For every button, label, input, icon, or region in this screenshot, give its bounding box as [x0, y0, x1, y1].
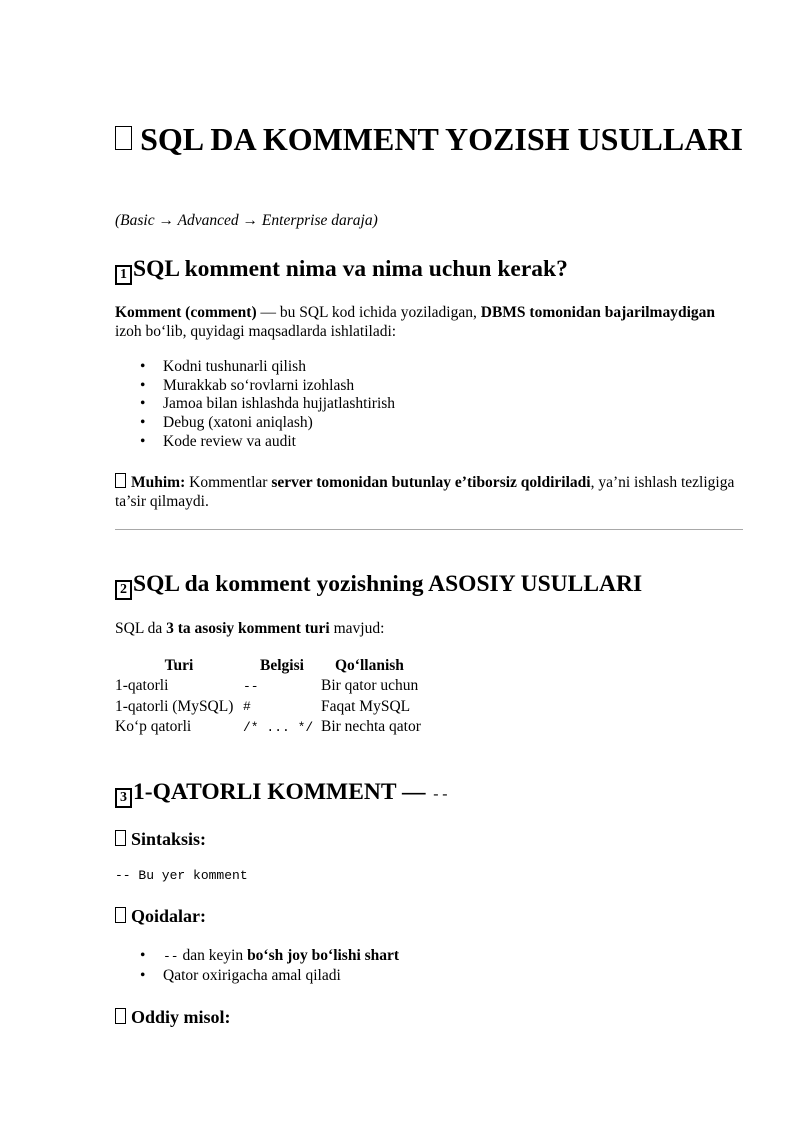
intro-text-1: SQL da — [115, 620, 167, 637]
table-header: Turi — [164, 657, 194, 674]
section-2-heading-text: SQL da komment yozishning ASOSIY USULLARI — [133, 571, 643, 597]
qoidalar-heading — [115, 906, 206, 927]
table-cell: Faqat MySQL — [321, 697, 411, 715]
section-3-heading-code: -- — [431, 787, 450, 804]
table-header: Qo‘llanish — [335, 657, 404, 674]
keycap-number-icon: 1 — [115, 265, 132, 285]
table-cell: Ko‘p qatorli — [115, 718, 192, 736]
intro-emphasis: 3 ta asosiy komment turi — [166, 620, 330, 637]
list-item: • Kode review va audit — [115, 433, 395, 452]
table-row — [115, 697, 423, 718]
note-text-1: Kommentlar — [185, 474, 272, 491]
oddiy-misol-label: Oddiy misol: — [131, 1007, 231, 1027]
rule-text: dan keyin — [178, 947, 248, 964]
table-cell: /* ... */ — [243, 719, 314, 735]
comment-types-table — [115, 656, 423, 738]
inline-code: -- — [163, 949, 179, 964]
rules-list — [115, 947, 399, 985]
horizontal-divider — [115, 529, 743, 530]
missing-glyph-icon — [115, 473, 126, 488]
note-emphasis: server tomonidan butunlay e’tiborsiz qoldiriladi — [271, 474, 591, 491]
list-item: • Jamoa bilan ishlashda hujjatlashtirish — [115, 395, 395, 414]
table-header: Belgisi — [260, 657, 304, 674]
section-2-heading — [115, 571, 642, 600]
intro-text-1: — bu SQL kod ichida yoziladigan, — [256, 304, 481, 321]
table-cell: 1-qatorli (MySQL) — [115, 697, 234, 715]
table-cell: 1-qatorli — [115, 677, 169, 695]
list-item: • Debug (xatoni aniqlash) — [115, 414, 395, 433]
intro-text-2: izoh bo‘lib, quyidagi maqsadlarda ishlatiladi: — [115, 323, 397, 340]
sintaksis-heading — [115, 829, 206, 850]
missing-glyph-icon — [115, 126, 132, 150]
table-cell: Bir qator uchun — [321, 677, 419, 695]
table-header-row — [115, 656, 423, 676]
section-2-intro — [115, 619, 743, 638]
section-1-heading-text: SQL komment nima va nima uchun kerak? — [133, 256, 568, 282]
section-1-intro — [115, 303, 743, 341]
missing-glyph-icon — [115, 907, 126, 923]
section-3-heading — [115, 779, 449, 808]
oddiy-misol-heading — [115, 1007, 231, 1028]
missing-glyph-icon — [115, 1008, 126, 1024]
section-3-heading-text: 1-QATORLI KOMMENT — — [133, 779, 432, 805]
page-title-text: SQL DA KOMMENT YOZISH USULLARI — [140, 121, 743, 157]
keycap-number-icon: 2 — [115, 580, 132, 600]
list-item — [115, 947, 399, 967]
keycap-number-icon: 3 — [115, 788, 132, 808]
missing-glyph-icon — [115, 830, 126, 846]
sintaksis-label: Sintaksis: — [131, 829, 207, 849]
note-label: Muhim: — [131, 474, 186, 491]
table-cell: Bir nechta qator — [321, 718, 421, 736]
intro-term: Komment (comment) — [115, 304, 257, 321]
code-block: -- Bu yer komment — [115, 868, 248, 883]
page-title — [115, 118, 743, 160]
note-text-2: , ya’ni ishlash tezligiga ta’sir qilmaydi. — [115, 474, 735, 510]
important-note — [115, 473, 743, 511]
table-cell: -- — [243, 678, 259, 694]
page-subtitle: (Basic → Advanced → Enterprise daraja) — [115, 212, 378, 229]
table-cell: # — [243, 699, 251, 715]
intro-emphasis: DBMS tomonidan bajarilmaydigan — [480, 304, 716, 321]
table-row — [115, 676, 423, 697]
list-item: • Kodni tushunarli qilish — [115, 358, 395, 377]
qoidalar-label: Qoidalar: — [131, 906, 206, 926]
list-item: • Qator oxirigacha amal qiladi — [115, 967, 399, 986]
rule-emphasis: bo‘sh joy bo‘lishi shart — [247, 947, 400, 964]
purpose-list — [115, 358, 395, 452]
intro-text-2: mavjud: — [329, 620, 385, 637]
table-row — [115, 717, 423, 738]
list-item: • Murakkab so‘rovlarni izohlash — [115, 377, 395, 396]
section-1-heading — [115, 256, 568, 285]
